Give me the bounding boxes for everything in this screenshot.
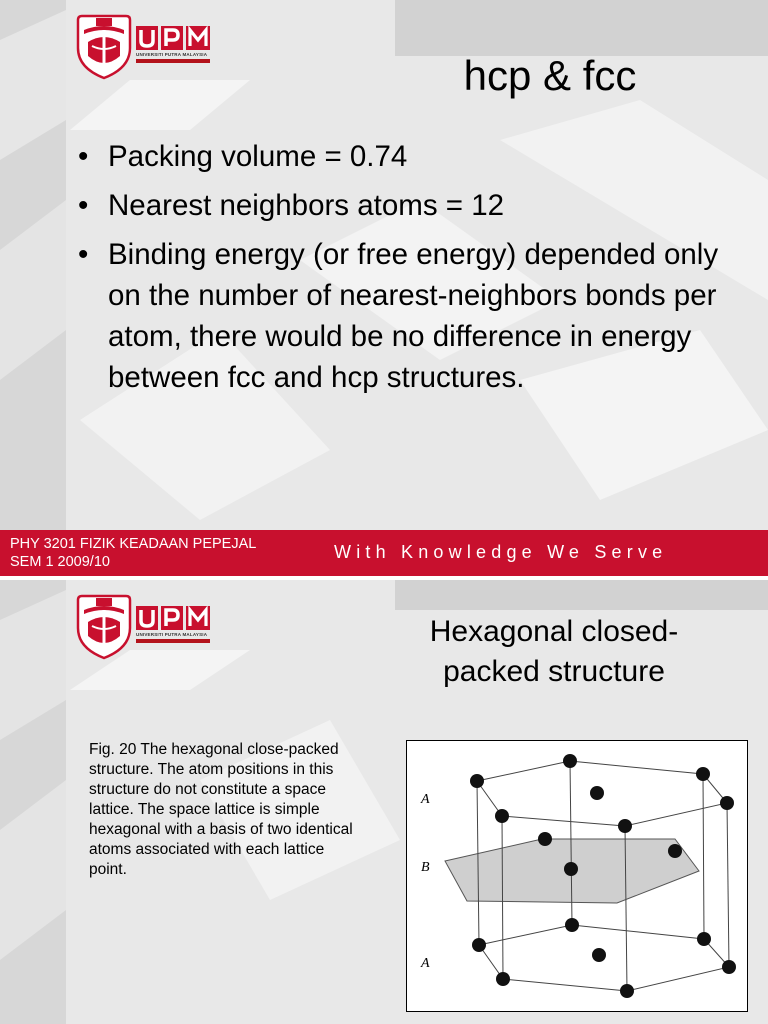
slide-2	[0, 580, 768, 1024]
slide-title	[394, 612, 714, 692]
upm-crest-icon	[74, 12, 134, 80]
bullet-item	[78, 185, 758, 226]
course-info	[10, 535, 256, 571]
course-code: PHY 3201 FIZIK KEADAAN PEPEJAL	[10, 536, 257, 552]
upm-logo	[74, 12, 214, 80]
bullet-item	[78, 234, 758, 398]
bullet-text: Nearest neighbors atoms = 12	[108, 189, 505, 222]
title-line-2: packed structure	[443, 655, 665, 688]
hcp-structure-figure	[406, 740, 748, 1012]
bullet-text: Binding energy (or free energy) depended only on the number of nearest-neighbors bonds per atom, there would be no difference in energy between fcc and hcp structures.	[108, 238, 719, 394]
upm-wordmark-icon	[136, 26, 210, 50]
footer-slogan: With Knowledge We Serve	[334, 542, 668, 562]
title-line-1: Hexagonal closed-	[429, 615, 679, 648]
figure-caption: Fig. 20 The hexagonal close-packed structure. The atom positions in this structure do not constitute a space lattice. The space lattice is simple hexagonal with a basis of two identical atoms associated with each lattice point.	[89, 741, 353, 878]
slide-title: hcp & fcc	[463, 52, 637, 99]
university-name: UNIVERSITI PUTRA MALAYSIA	[136, 52, 208, 57]
bullet-text: Packing volume = 0.74	[108, 140, 408, 173]
upm-crest-icon	[74, 592, 134, 660]
logo-tagline-bar	[136, 59, 210, 63]
slide-footer	[0, 530, 768, 576]
bullet-dot: •	[78, 238, 89, 271]
layer-label-a-top: A	[421, 792, 430, 807]
bullet-item	[78, 136, 758, 177]
university-name: UNIVERSITI PUTRA MALAYSIA	[136, 632, 208, 637]
course-semester: SEM 1 2009/10	[10, 554, 110, 570]
upm-logo	[74, 592, 214, 660]
logo-tagline-bar	[136, 639, 210, 643]
layer-label-a-bottom: A	[421, 956, 430, 971]
bullet-dot: •	[78, 140, 89, 173]
upm-wordmark-icon	[136, 606, 210, 630]
bullet-list	[78, 136, 758, 406]
hcp-diagram	[407, 741, 747, 1011]
layer-label-b: B	[421, 860, 430, 875]
bullet-dot: •	[78, 189, 89, 222]
